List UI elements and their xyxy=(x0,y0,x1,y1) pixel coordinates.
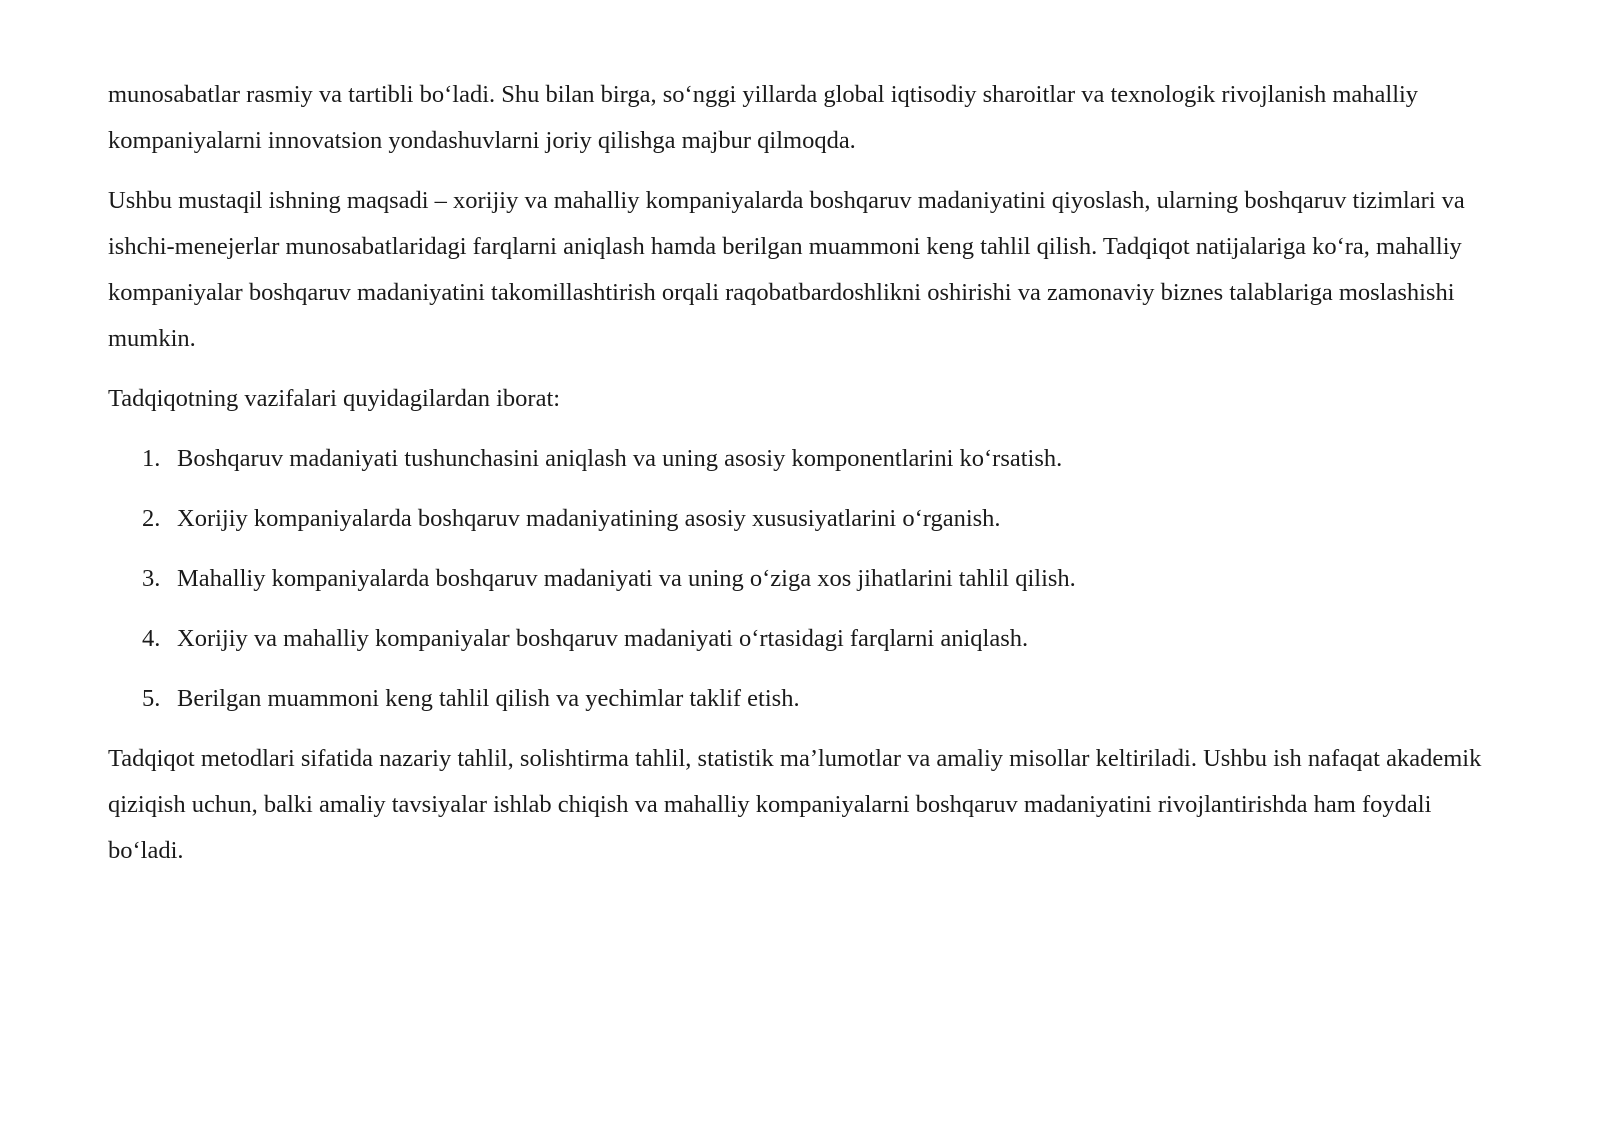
list-item-text: Boshqaruv madaniyati tushunchasini aniqlash va uning asosiy komponentlarini ko‘rsatish. xyxy=(177,445,1063,472)
list-item-number: 1. xyxy=(142,445,161,472)
list-item xyxy=(108,436,1508,482)
list-item-text: Berilgan muammoni keng tahlil qilish va yechimlar taklif etish. xyxy=(177,685,800,712)
document-page xyxy=(108,72,1508,888)
list-item xyxy=(108,556,1508,602)
list-item-text: Xorijiy va mahalliy kompaniyalar boshqaruv madaniyati o‘rtasidagi farqlarni aniqlash. xyxy=(177,625,1029,652)
list-item-number: 4. xyxy=(142,625,161,652)
list-item-number: 3. xyxy=(142,565,161,592)
list-item xyxy=(108,676,1508,722)
paragraph-tasks-lead: Tadqiqotning vazifalari quyidagilardan iborat: xyxy=(108,385,561,412)
list-item-number: 5. xyxy=(142,685,161,712)
paragraph-purpose: Ushbu mustaqil ishning maqsadi – xorijiy va mahalliy kompaniyalarda boshqaruv madaniyatini qiyoslash, ularning boshqaruv tizimlari va ishchi-menejerlar munosabatlaridagi farqlarni aniqlash hamda berilgan muammoni keng tahlil qilish. Tadqiqot natijalariga ko‘ra, mahalliy kompaniyalar boshqaruv madaniyatini takomillashtirish orqali raqobatbardoshlikni oshirishi va zamonaviy biznes talablariga moslashishi mumkin. xyxy=(108,187,1465,352)
list-item-text: Xorijiy kompaniyalarda boshqaruv madaniyatining asosiy xususiyatlarini o‘rganish. xyxy=(177,505,1001,532)
list-item xyxy=(108,496,1508,542)
tasks-list xyxy=(108,436,1508,722)
list-item xyxy=(108,616,1508,662)
paragraph-methods: Tadqiqot metodlari sifatida nazariy tahlil, solishtirma tahlil, statistik ma’lumotlar va amaliy misollar keltiriladi. Ushbu ish nafaqat akademik qiziqish uchun, balki amaliy tavsiyalar ishlab chiqish va mahalliy kompaniyalarni boshqaruv madaniyatini rivojlantirishda ham foydali bo‘ladi. xyxy=(108,745,1482,864)
paragraph-intro-continuation: munosabatlar rasmiy va tartibli bo‘ladi. Shu bilan birga, so‘nggi yillarda global iqtisodiy sharoitlar va texnologik rivojlanish mahalliy kompaniyalarni innovatsion yondashuvlarni joriy qilishga majbur qilmoqda. xyxy=(108,81,1419,154)
list-item-number: 2. xyxy=(142,505,161,532)
list-item-text: Mahalliy kompaniyalarda boshqaruv madaniyati va uning o‘ziga xos jihatlarini tahlil qilish. xyxy=(177,565,1076,592)
